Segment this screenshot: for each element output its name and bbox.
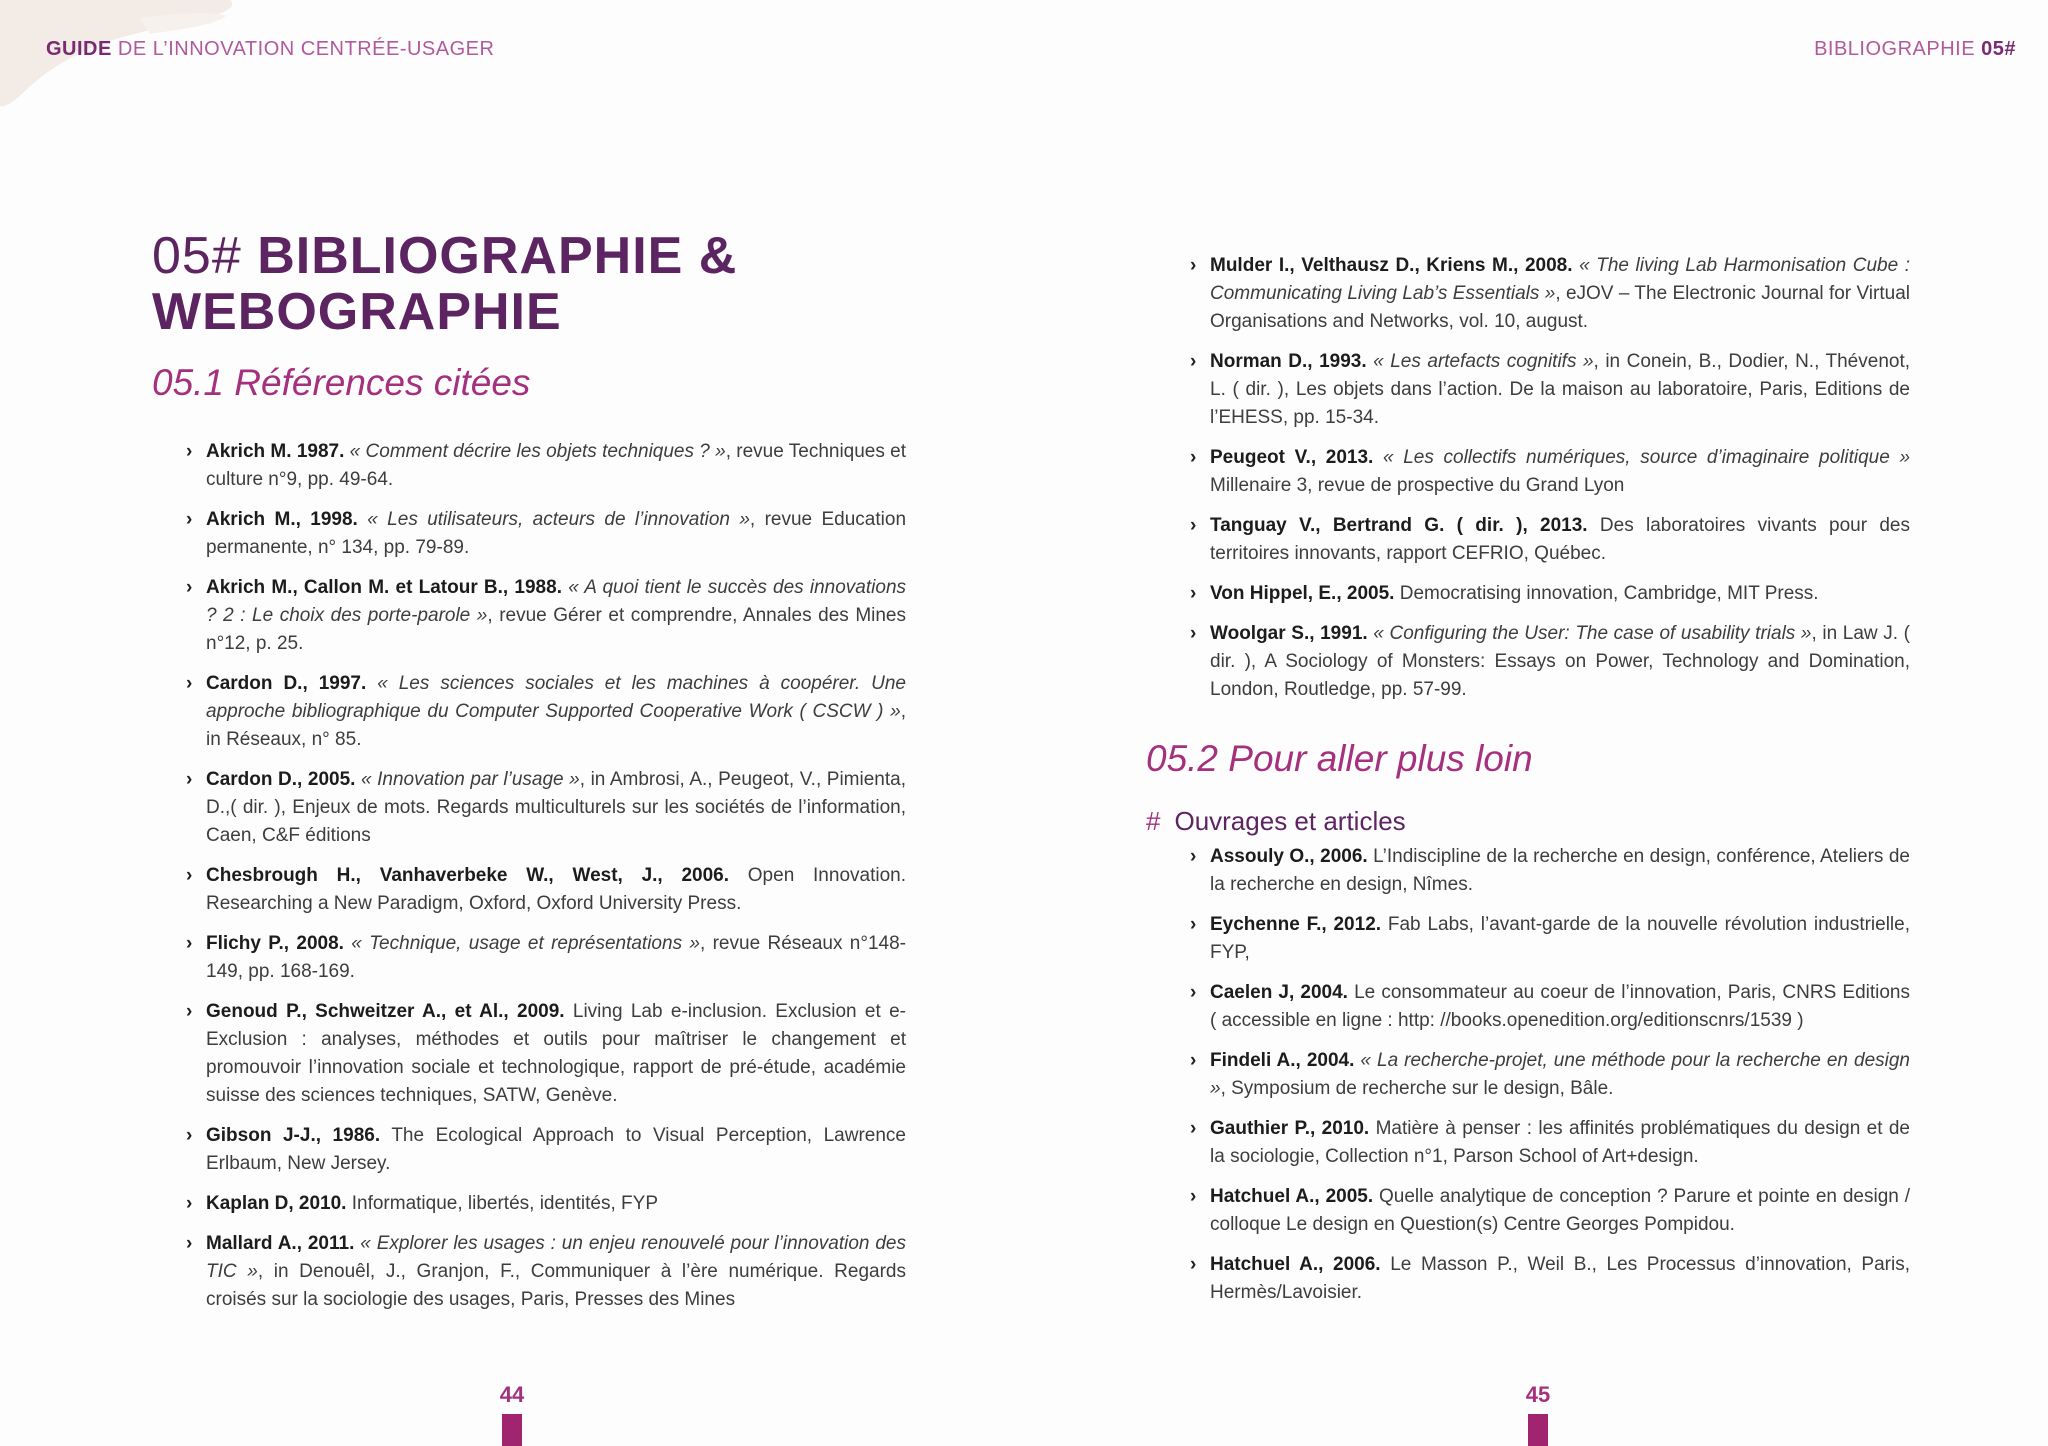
reference-details: Le Masson P., Weil B., Les Processus d’innovation, Paris, Hermès/Lavoisier. [1210, 1254, 1910, 1303]
chevron-right-icon: › [186, 933, 193, 954]
reference-item [1190, 348, 1911, 432]
reference-details: The Ecological Approach to Visual Perception, Lawrence Erlbaum, New Jersey. [206, 1125, 906, 1174]
chevron-right-icon: › [186, 441, 193, 462]
subsection-title-books [1146, 806, 1406, 837]
reference-details: , in Réseaux, n° 85. [206, 701, 906, 750]
reference-details: Open Innovation. Researching a New Paradigm, Oxford, Oxford University Press. [206, 865, 906, 914]
reference-author: Caelen J, 2004. [1210, 982, 1348, 1003]
chevron-right-icon: › [1190, 982, 1197, 1003]
running-header-left [46, 38, 494, 61]
page-title-number: 05# [152, 227, 242, 285]
reference-details: , revue Education permanente, n° 134, pp. 79-89. [206, 509, 907, 558]
page-title-line1: BIBLIOGRAPHIE & [257, 227, 738, 285]
reference-author: Norman D., 1993. [1210, 351, 1367, 372]
reference-title: « Les collectifs numériques, source d’imaginaire politique » [1382, 447, 1911, 468]
chevron-right-icon: › [1190, 914, 1197, 935]
chevron-right-icon: › [1190, 846, 1197, 867]
reference-details: Fab Labs, l’avant-garde de la nouvelle révolution industrielle, FYP, [1210, 914, 1911, 963]
reference-author: Akrich M., 1998. [206, 509, 358, 530]
reference-item [186, 438, 907, 494]
reference-item [1190, 620, 1910, 704]
reference-item [1190, 1047, 1911, 1103]
reference-author: Cardon D., 1997. [206, 673, 367, 694]
chevron-right-icon: › [1190, 351, 1197, 372]
section-title-references: 05.1 Références citées [152, 362, 531, 403]
chevron-right-icon: › [1190, 1186, 1197, 1207]
section-title-further-reading: 05.2 Pour aller plus loin [1146, 738, 1533, 779]
reference-author: Chesbrough H., Vanhaverbeke W., West, J., 2006. [206, 865, 730, 886]
chevron-right-icon: › [1190, 255, 1197, 276]
reference-title: « Comment décrire les objets techniques ? » [349, 441, 726, 462]
chevron-right-icon: › [1190, 515, 1197, 536]
reference-item [1190, 252, 1911, 336]
chevron-right-icon: › [186, 1125, 193, 1146]
reference-item [1190, 911, 1911, 967]
page-marker-bar-left [502, 1414, 522, 1446]
reference-author: Tanguay V., Bertrand G. ( dir. ), 2013. [1210, 515, 1588, 536]
reference-item [1190, 512, 1910, 568]
chevron-right-icon: › [186, 865, 193, 886]
further-reading-list [1190, 843, 1911, 1307]
reference-author: Assouly O., 2006. [1210, 846, 1368, 867]
reference-item [1190, 580, 1910, 608]
chevron-right-icon: › [186, 769, 193, 790]
running-header-section: BIBLIOGRAPHIE [1814, 38, 1976, 60]
reference-author: Hatchuel A., 2006. [1210, 1254, 1381, 1275]
reference-details: , Symposium de recherche sur le design, Bâle. [1220, 1078, 1614, 1099]
reference-title: « Configuring the User: The case of usability trials » [1373, 623, 1812, 644]
reference-item [1190, 979, 1910, 1035]
chevron-right-icon: › [1190, 583, 1197, 604]
reference-item [1190, 843, 1910, 899]
reference-details: Living Lab e-inclusion. Exclusion et e-Exclusion : analyses, méthodes et outils pour maîtriser le changement et promouvoir l’innovation sociale et technologique, rapport de pré-étude, académie suisse des sciences techniques, SATW, Genève. [206, 1001, 906, 1106]
reference-item [1190, 1183, 1910, 1239]
running-header-right [1814, 38, 2016, 61]
reference-author: Gauthier P., 2010. [1210, 1118, 1370, 1139]
chevron-right-icon: › [186, 1233, 193, 1254]
reference-item [1190, 444, 1911, 500]
reference-title: « La recherche-projet, une méthode pour la recherche en design » [1210, 1050, 1911, 1099]
chevron-right-icon: › [1190, 1254, 1197, 1275]
page-title-line2: WEBOGRAPHIE [152, 283, 562, 341]
reference-title: « Explorer les usages : un enjeu renouvelé pour l’innovation des TIC » [206, 1233, 906, 1282]
running-header-section-number: 05# [1981, 38, 2016, 60]
reference-item [1190, 1115, 1910, 1171]
reference-item [1190, 1251, 1910, 1307]
reference-author: Findeli A., 2004. [1210, 1050, 1355, 1071]
page-number-right: 45 [1525, 1382, 1551, 1407]
hash-marker: # [1146, 806, 1161, 836]
chevron-right-icon: › [1190, 1118, 1197, 1139]
reference-author: Cardon D., 2005. [206, 769, 356, 790]
reference-author: Hatchuel A., 2005. [1210, 1186, 1374, 1207]
reference-item [186, 1230, 906, 1314]
reference-author: Kaplan D, 2010. [206, 1193, 347, 1214]
reference-title: « Les sciences sociales et les machines à coopérer. Une approche bibliographique du Computer Supported Cooperative Work ( CSCW ) » [206, 673, 906, 722]
reference-item [186, 1122, 906, 1178]
reference-details: , eJOV – The Electronic Journal for Virtual Organisations and Networks, vol. 10, august. [1210, 283, 1910, 332]
running-header-guide-title: DE L’INNOVATION CENTRÉE-USAGER [117, 38, 495, 60]
reference-author: Peugeot V., 2013. [1210, 447, 1374, 468]
references-list [186, 438, 907, 1314]
reference-author: Woolgar S., 1991. [1210, 623, 1368, 644]
subsection-title-text: Ouvrages et articles [1174, 806, 1406, 836]
reference-details: Informatique, libertés, identités, FYP [346, 1193, 658, 1214]
reference-details: , revue Gérer et comprendre, Annales des Mines n°12, p. 25. [206, 605, 906, 654]
chevron-right-icon: › [186, 1001, 193, 1022]
reference-details: Des laboratoires vivants pour des territoires innovants, rapport CEFRIO, Québec. [1210, 515, 1910, 564]
reference-details: Le consommateur au coeur de l’innovation, Paris, CNRS Editions ( accessible en ligne : http: //books.openedition.org/editionscnrs/1539 ) [1210, 982, 1910, 1031]
chevron-right-icon: › [186, 1193, 193, 1214]
reference-item [186, 506, 907, 562]
reference-author: Eychenne F., 2012. [1210, 914, 1382, 935]
reference-details: Millenaire 3, revue de prospective du Grand Lyon [1210, 475, 1625, 496]
page-marker-bar-right [1528, 1414, 1548, 1446]
references-list-continued [1190, 252, 1911, 704]
running-header-guide: GUIDE [46, 38, 112, 60]
chevron-right-icon: › [186, 673, 193, 694]
reference-details: L’Indiscipline de la recherche en design, conférence, Ateliers de la recherche en design, Nîmes. [1210, 846, 1910, 895]
reference-author: Genoud P., Schweitzer A., et Al., 2009. [206, 1001, 565, 1022]
reference-details: , revue Réseaux n°148-149, pp. 168-169. [206, 933, 907, 982]
reference-details: Democratising innovation, Cambridge, MIT Press. [1394, 583, 1819, 604]
reference-details: , in Conein, B., Dodier, N., Thévenot, L. ( dir. ), Les objets dans l’action. De la maison au laboratoire, Paris, Editions de l’EHESS, pp. 15-34. [1210, 351, 1911, 428]
reference-author: Akrich M. 1987. [206, 441, 345, 462]
reference-item [186, 998, 906, 1110]
reference-details: , revue Techniques et culture n°9, pp. 49-64. [206, 441, 907, 490]
reference-title: « Les artefacts cognitifs » [1373, 351, 1594, 372]
chevron-right-icon: › [1190, 1050, 1197, 1071]
reference-author: Mallard A., 2011. [206, 1233, 355, 1254]
reference-item [186, 670, 906, 754]
reference-details: Quelle analytique de conception ? Parure et pointe en design / colloque Le design en Question(s) Centre Georges Pompidou. [1210, 1186, 1910, 1235]
reference-item [186, 1190, 906, 1218]
reference-author: Mulder I., Velthausz D., Kriens M., 2008. [1210, 255, 1573, 276]
reference-author: Akrich M., Callon M. et Latour B., 1988. [206, 577, 562, 598]
reference-item [186, 766, 906, 850]
chevron-right-icon: › [1190, 623, 1197, 644]
reference-title: « The living Lab Harmonisation Cube : Communicating Living Lab’s Essentials » [1210, 255, 1911, 304]
reference-title: « Technique, usage et représentations » [351, 933, 700, 954]
chevron-right-icon: › [186, 577, 193, 598]
reference-author: Von Hippel, E., 2005. [1210, 583, 1395, 604]
reference-author: Gibson J-J., 1986. [206, 1125, 381, 1146]
reference-title: « Innovation par l’usage » [361, 769, 580, 790]
chevron-right-icon: › [1190, 447, 1197, 468]
right-page [1024, 0, 2048, 1446]
chevron-right-icon: › [186, 509, 193, 530]
page-number-left: 44 [499, 1382, 525, 1407]
reference-item [186, 930, 907, 986]
reference-details: Matière à penser : les affinités problématiques du design et de la sociologie, Collection n°1, Parson School of Art+design. [1210, 1118, 1910, 1167]
reference-details: , in Law J. ( dir. ), A Sociology of Monsters: Essays on Power, Technology and Domination, London, Routledge, pp. 57-99. [1210, 623, 1910, 700]
reference-title: « A quoi tient le succès des innovations ? 2 : Le choix des porte-parole » [206, 577, 907, 626]
reference-item [186, 862, 906, 918]
reference-details: , in Denouêl, J., Granjon, F., Communiquer à l’ère numérique. Regards croisés sur la sociologie des usages, Paris, Presses des Mines [206, 1261, 906, 1310]
reference-author: Flichy P., 2008. [206, 933, 344, 954]
reference-details: , in Ambrosi, A., Peugeot, V., Pimienta, D.,( dir. ), Enjeux de mots. Regards multiculturels sur les sociétés de l’information, Caen, C&F éditions [206, 769, 906, 846]
page-title [152, 228, 737, 340]
reference-title: « Les utilisateurs, acteurs de l’innovation » [367, 509, 750, 530]
reference-item [186, 574, 907, 658]
